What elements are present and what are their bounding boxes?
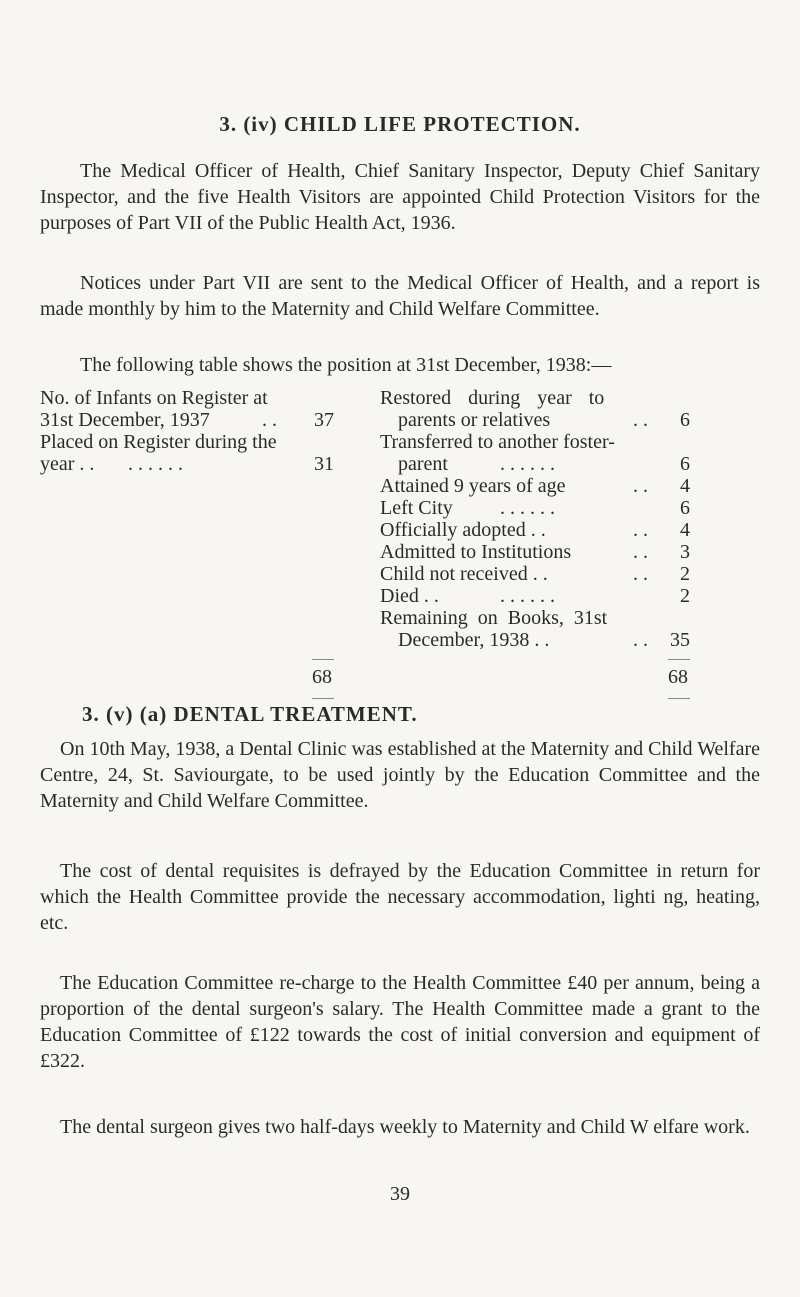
table-row: Transferred to another foster- <box>380 431 615 453</box>
table-row: December, 1938 . . . . 35 <box>398 629 690 651</box>
table-row: parents or relatives . . 6 <box>398 409 690 431</box>
table-row: Restored during year to <box>380 387 605 409</box>
table-left-column <box>40 387 334 475</box>
table-right-total: 68 <box>668 666 688 688</box>
table-right-total-rule-top <box>668 659 690 660</box>
table-row: Died . . . . . . . . 2 <box>380 585 690 607</box>
page-number: 39 <box>390 1183 410 1205</box>
table-row: year . . . . . . . . 31 <box>40 453 334 475</box>
paragraph-child-protection-visitors: The Medical Officer of Health, Chief Sanitary Inspector, Deputy Chief Sanitary Inspector, and the five Health Visitors are appointed Child Protection Visitors for the purposes of Part VII of the Public Health Act, 1936. <box>40 160 760 234</box>
table-row: No. of Infants on Register at <box>40 387 268 409</box>
table-row: Placed on Register during the <box>40 431 277 453</box>
paragraph-notices: Notices under Part VII are sent to the Medical Officer of Health, and a report is made monthly by him to the Maternity and Child Welfare Committee. <box>40 272 760 320</box>
table-row: Remaining on Books, 31st <box>380 607 608 629</box>
paragraph-dental-clinic: On 10th May, 1938, a Dental Clinic was established at the Maternity and Child Welfare Centre, 24, St. Saviourgate, to be used jointly by the Education Committee and the Maternity and Child Welfare Committee. <box>40 738 760 812</box>
table-right-column <box>380 387 690 651</box>
table-right-total-rule-bottom <box>668 698 690 699</box>
table-row: 31st December, 1937 . . 37 <box>40 409 334 431</box>
table-row: Left City . . . . . . 6 <box>380 497 690 519</box>
section-heading-dental-treatment: 3. (v) (a) DENTAL TREATMENT. <box>82 702 418 726</box>
table-row: Attained 9 years of age . . 4 <box>380 475 690 497</box>
paragraph-table-intro: The following table shows the position at 31st December, 1938:— <box>80 354 612 376</box>
paragraph-recharge: The Education Committee re-charge to the Health Committee £40 per annum, being a proportion of the dental surgeon's salary. The Health Committee made a grant to the Education Committee of £122 towards the cost of initial conversion and equipment of £322. <box>40 972 760 1072</box>
table-row: Admitted to Institutions . . 3 <box>380 541 690 563</box>
table-left-total: 68 <box>312 666 332 688</box>
section-heading-child-life-protection: 3. (iv) CHILD LIFE PROTECTION. <box>219 112 581 136</box>
table-row: Officially adopted . . . . 4 <box>380 519 690 541</box>
paragraph-dental-requisites: The cost of dental requisites is defrayed by the Education Committee in return for which the Health Committee provide the necessary accommodation, lighti ng, heating, etc. <box>40 860 760 934</box>
table-row: Child not received . . . . 2 <box>380 563 690 585</box>
table-left-total-rule-bottom <box>312 698 334 699</box>
table-left-total-rule-top <box>312 659 334 660</box>
table-row: parent . . . . . . 6 <box>398 453 690 475</box>
paragraph-dental-surgeon: The dental surgeon gives two half-days weekly to Maternity and Child W elfare work. <box>60 1116 750 1138</box>
